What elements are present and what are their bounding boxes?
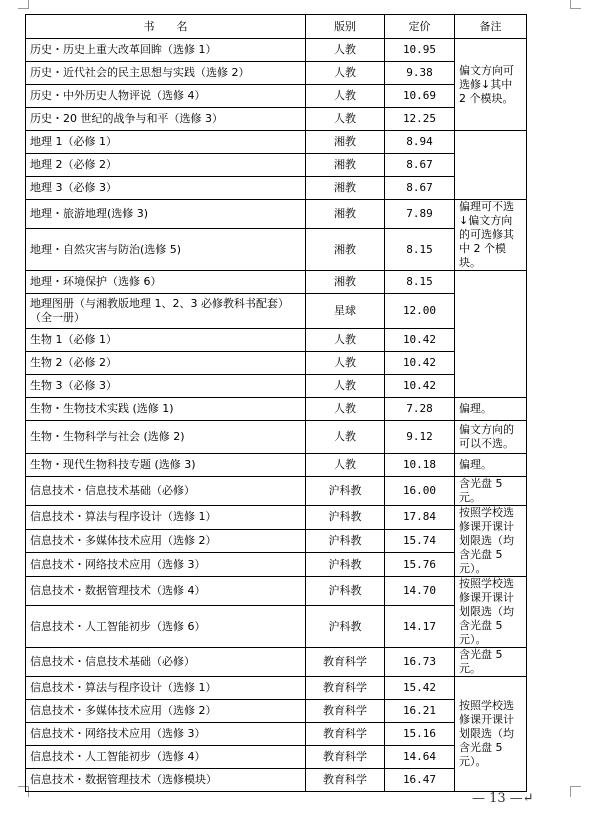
price-cell: 16.47 <box>385 769 455 792</box>
table-row <box>26 108 527 131</box>
note-cell: 偏文方向可选修↓其中 2 个模块。 <box>455 39 527 131</box>
table-row <box>26 294 527 329</box>
price-cell: 15.42 <box>385 677 455 700</box>
book-name-cell: 地理・旅游地理(选修 3) <box>26 200 306 229</box>
publisher-cell: 人教 <box>306 62 385 85</box>
book-name-cell: 生物 1（必修 1） <box>26 329 306 352</box>
table-row <box>26 529 527 553</box>
book-name-cell: 历史・20 世纪的战争与和平（选修 3） <box>26 108 306 131</box>
publisher-cell: 教育科学 <box>306 677 385 700</box>
publisher-cell: 星球 <box>306 294 385 329</box>
book-name-cell: 信息技术・人工智能初步（选修 6） <box>26 606 306 648</box>
price-cell: 12.00 <box>385 294 455 329</box>
price-cell: 16.21 <box>385 700 455 723</box>
table-row <box>26 506 527 530</box>
note-cell: 偏文方向的可以不选。 <box>455 421 527 454</box>
book-name-cell: 信息技术・网络技术应用（选修 3） <box>26 723 306 746</box>
book-name-cell: 地理 2（必修 2） <box>26 154 306 177</box>
price-cell: 14.17 <box>385 606 455 648</box>
table-body <box>26 39 527 792</box>
header-note: 备注 <box>455 15 527 39</box>
book-name-cell: 信息技术・算法与程序设计（选修 1） <box>26 677 306 700</box>
book-name-cell: 信息技术・数据管理技术（选修 4） <box>26 577 306 606</box>
publisher-cell: 人教 <box>306 39 385 62</box>
book-name-cell: 生物・生物技术实践 (选修 1) <box>26 398 306 421</box>
publisher-cell: 教育科学 <box>306 648 385 677</box>
price-cell: 8.15 <box>385 271 455 294</box>
price-cell: 8.94 <box>385 131 455 154</box>
book-name-cell: 信息技术・信息技术基础（必修） <box>26 477 306 506</box>
book-name-cell: 信息技术・信息技术基础（必修） <box>26 648 306 677</box>
table-row <box>26 606 527 648</box>
table-row <box>26 271 527 294</box>
book-name-cell: 地理图册（与湘教版地理 1、2、3 必修教科书配套）（全一册） <box>26 294 306 329</box>
publisher-cell: 沪科教 <box>306 577 385 606</box>
price-cell: 16.73 <box>385 648 455 677</box>
table-header-row <box>26 15 527 39</box>
price-cell: 10.95 <box>385 39 455 62</box>
table-row <box>26 131 527 154</box>
table-row <box>26 648 527 677</box>
table-row <box>26 553 527 577</box>
crop-mark-bottom-right <box>570 786 581 797</box>
publisher-cell: 教育科学 <box>306 746 385 769</box>
table-row <box>26 421 527 454</box>
book-name-cell: 地理 3（必修 3） <box>26 177 306 200</box>
book-name-cell: 历史・历史上重大改革回眸（选修 1） <box>26 39 306 62</box>
crop-mark-top-right <box>570 0 581 9</box>
publisher-cell: 沪科教 <box>306 606 385 648</box>
publisher-cell: 湘教 <box>306 271 385 294</box>
table-row <box>26 39 527 62</box>
book-name-cell: 信息技术・多媒体技术应用（选修 2） <box>26 700 306 723</box>
price-cell: 7.89 <box>385 200 455 229</box>
book-name-cell: 生物・生物科学与社会 (选修 2) <box>26 421 306 454</box>
publisher-cell: 人教 <box>306 352 385 375</box>
book-name-cell: 信息技术・网络技术应用（选修 3） <box>26 553 306 577</box>
note-cell: 按照学校选修课开课计划限选（均含光盘 5 元）。 <box>455 506 527 577</box>
price-cell: 10.42 <box>385 352 455 375</box>
publisher-cell: 湘教 <box>306 200 385 229</box>
price-cell: 15.16 <box>385 723 455 746</box>
publisher-cell: 湘教 <box>306 131 385 154</box>
publisher-cell: 沪科教 <box>306 553 385 577</box>
book-name-cell: 地理・自然灾害与防治(选修 5) <box>26 229 306 271</box>
table-row <box>26 677 527 700</box>
publisher-cell: 人教 <box>306 108 385 131</box>
note-cell: 含光盘 5 元。 <box>455 477 527 506</box>
header-book-name: 书 名 <box>26 15 306 39</box>
book-name-cell: 生物 2（必修 2） <box>26 352 306 375</box>
book-name-cell: 生物・现代生物科技专题 (选修 3) <box>26 454 306 477</box>
table-row <box>26 177 527 200</box>
publisher-cell: 人教 <box>306 85 385 108</box>
page-number: — 13 —↵ <box>472 791 534 806</box>
book-name-cell: 信息技术・多媒体技术应用（选修 2） <box>26 529 306 553</box>
table-row <box>26 329 527 352</box>
price-cell: 14.64 <box>385 746 455 769</box>
book-name-cell: 生物 3（必修 3） <box>26 375 306 398</box>
table-row <box>26 62 527 85</box>
book-name-cell: 信息技术・算法与程序设计（选修 1） <box>26 506 306 530</box>
header-publisher: 版别 <box>306 15 385 39</box>
header-price: 定价 <box>385 15 455 39</box>
price-cell: 12.25 <box>385 108 455 131</box>
price-cell: 10.42 <box>385 329 455 352</box>
publisher-cell: 教育科学 <box>306 700 385 723</box>
price-cell: 15.76 <box>385 553 455 577</box>
note-cell: 含光盘 5 元。 <box>455 648 527 677</box>
note-cell: 偏理。 <box>455 454 527 477</box>
table-row <box>26 769 527 792</box>
table-row <box>26 746 527 769</box>
table-row <box>26 398 527 421</box>
publisher-cell: 沪科教 <box>306 477 385 506</box>
publisher-cell: 湘教 <box>306 154 385 177</box>
table-row <box>26 700 527 723</box>
table-row <box>26 477 527 506</box>
publisher-cell: 人教 <box>306 375 385 398</box>
table-row <box>26 577 527 606</box>
book-name-cell: 信息技术・数据管理技术（选修模块） <box>26 769 306 792</box>
table-row <box>26 352 527 375</box>
crop-mark-top-left <box>18 0 29 9</box>
publisher-cell: 教育科学 <box>306 769 385 792</box>
table-row <box>26 154 527 177</box>
note-cell <box>455 271 527 398</box>
publisher-cell: 沪科教 <box>306 506 385 530</box>
price-cell: 9.12 <box>385 421 455 454</box>
book-name-cell: 历史・近代社会的民主思想与实践（选修 2） <box>26 62 306 85</box>
book-name-cell: 地理・环境保护（选修 6） <box>26 271 306 294</box>
table-row <box>26 85 527 108</box>
book-name-cell: 地理 1（必修 1） <box>26 131 306 154</box>
publisher-cell: 教育科学 <box>306 723 385 746</box>
price-cell: 15.74 <box>385 529 455 553</box>
publisher-cell: 湘教 <box>306 229 385 271</box>
price-cell: 17.84 <box>385 506 455 530</box>
price-cell: 9.38 <box>385 62 455 85</box>
note-cell <box>455 131 527 200</box>
price-cell: 14.70 <box>385 577 455 606</box>
price-cell: 8.67 <box>385 154 455 177</box>
publisher-cell: 湘教 <box>306 177 385 200</box>
textbook-price-table <box>25 14 527 792</box>
table-row <box>26 723 527 746</box>
publisher-cell: 人教 <box>306 421 385 454</box>
publisher-cell: 人教 <box>306 398 385 421</box>
note-cell: 偏理。 <box>455 398 527 421</box>
price-cell: 16.00 <box>385 477 455 506</box>
publisher-cell: 沪科教 <box>306 529 385 553</box>
price-cell: 10.69 <box>385 85 455 108</box>
publisher-cell: 人教 <box>306 329 385 352</box>
note-cell: 按照学校选修课开课计划限选（均含光盘 5 元）。 <box>455 677 527 792</box>
publisher-cell: 人教 <box>306 454 385 477</box>
note-cell: 偏理可不选↓偏文方向的可选修其中 2 个模块。 <box>455 200 527 271</box>
price-cell: 10.18 <box>385 454 455 477</box>
price-cell: 7.28 <box>385 398 455 421</box>
price-cell: 8.15 <box>385 229 455 271</box>
table-row <box>26 375 527 398</box>
book-name-cell: 信息技术・人工智能初步（选修 4） <box>26 746 306 769</box>
price-cell: 10.42 <box>385 375 455 398</box>
price-cell: 8.67 <box>385 177 455 200</box>
table-row <box>26 200 527 229</box>
table-row <box>26 454 527 477</box>
note-cell: 按照学校选修课开课计划限选（均含光盘 5 元）。 <box>455 577 527 648</box>
book-name-cell: 历史・中外历史人物评说（选修 4） <box>26 85 306 108</box>
table-row <box>26 229 527 271</box>
